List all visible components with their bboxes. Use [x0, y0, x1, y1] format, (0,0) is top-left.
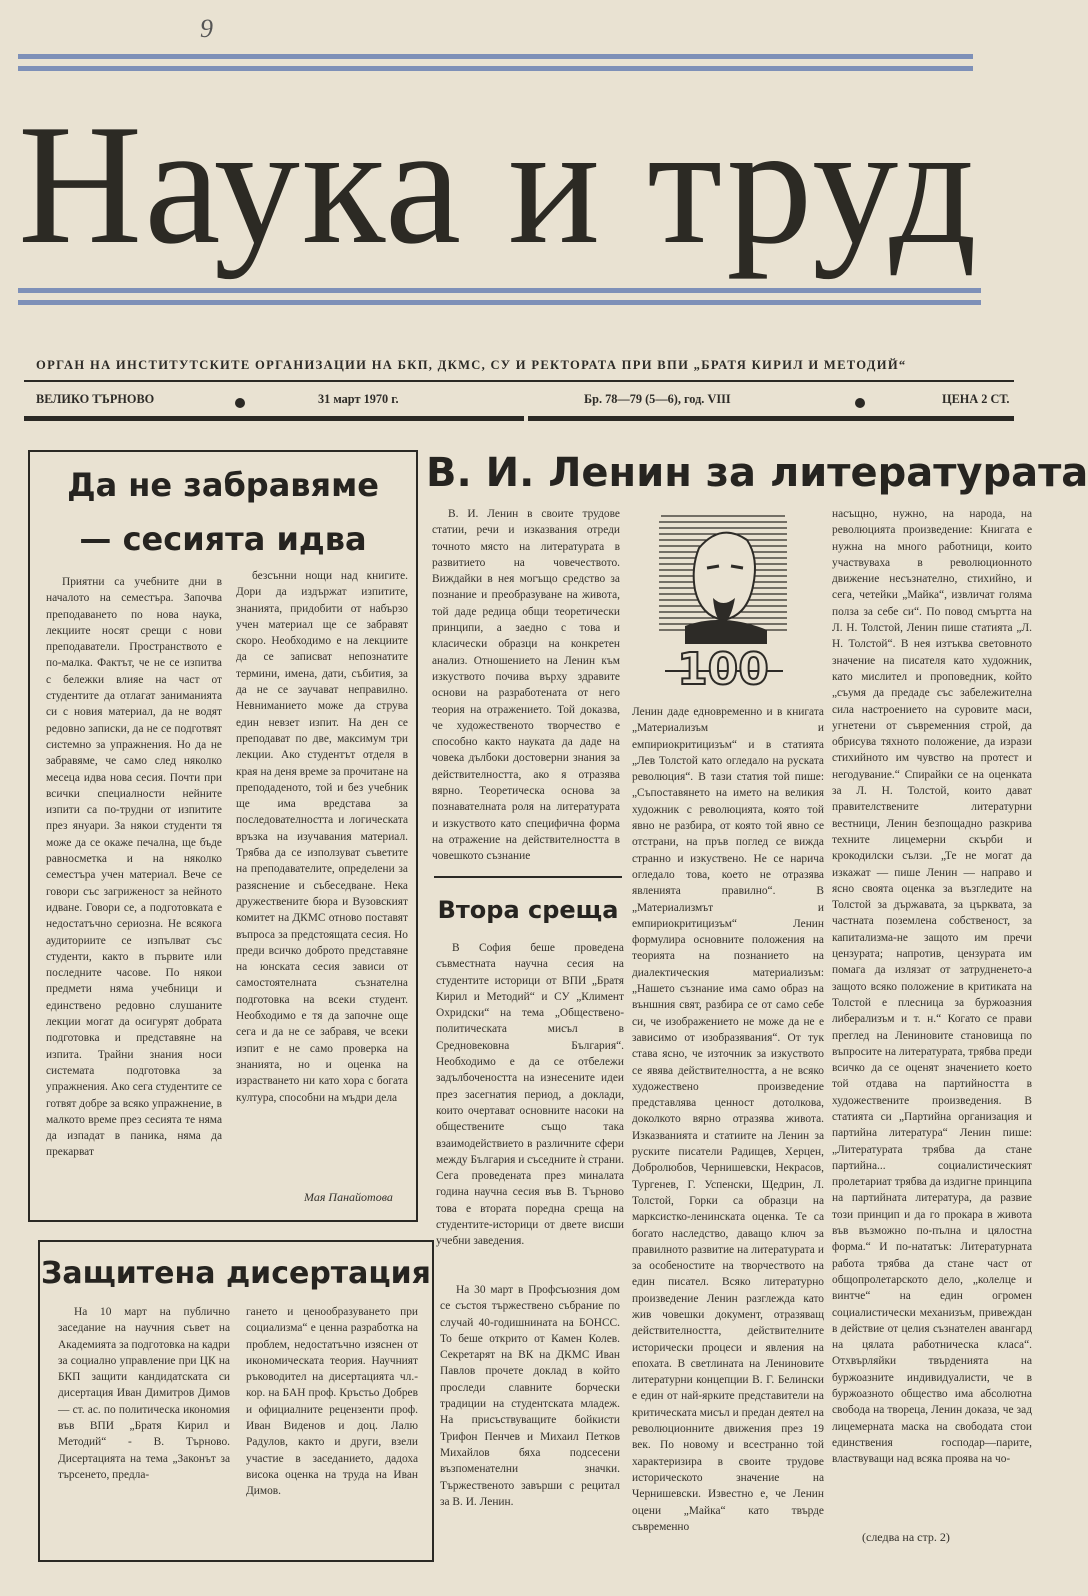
session-article-title-2: — сесията идва: [79, 520, 367, 558]
organ-line: ОРГАН НА ИНСТИТУТСКИТЕ ОРГАНИЗАЦИИ НА БКП, ДКМС, СУ И РЕКТОРАТА ПРИ ВПИ „БРАТЯ КИРИЛ И МЕТОДИЙ“: [36, 358, 907, 372]
dissertation-title: Защитена дисертация: [41, 1256, 431, 1291]
lenin-article-title: В. И. Ленин за литературата: [426, 450, 1088, 496]
bullet-icon: [855, 398, 865, 408]
masthead-stripe: [18, 54, 973, 59]
session-article-column-2: безсънни нощи над книгите. Дори да издържат изпитите, знанията, придобити от набързо учен материал ще се забравят скоро. Необходимо е на лекциите да се записват непознатите термини, имена, дати, събития, за да не се заучават неправилно. Невниманието може да струва един невзет изпит. На ден се преподават по две, максимум три лекции. Ако студентът отделя в края на деня време за прочитане на преподаденото, той и без учебник ще има вредстава за последователността и логическата връзка на изучавания материал. Трябва да се използуват съветите на преподавателите, определени за разяснение и събеседване. Нека дружествените бюра и Вузовският комитет на ДКМС отново поставят въпроса за предстоящата сесия. Но преди всичко доброто представяне на юнската сесия зависи от самостоятелната съзнателна подготовка на всеки студент. Необходимо е тя да започне още сега и да не се забравя, че всеки изпит е не само проверка на знанията, но и оценка на израстването ни като хора с богата култура, способни на мъдри дела: [236, 570, 408, 1104]
masthead-stripe: [18, 66, 973, 71]
second-meeting-body: В София беше проведена съвместната научна сесия на студентите историци от ВПИ „Братя Кирил и Методий“ и СУ „Климент Охридски“ на тема „Обществено-политическата мисъл в Средновековна България“. Необходимо е да се отбележи задълбочеността на изнесените идеи през засегнатия период, а доклади, които очертават основните насоки на обществените също така взаимодействието в различните сфери между България и съседните ѝ страни. Сега проведената през миналата година научна сесия във В. Търново това е втората поредна среща на студентите-историци от двете висши учебни заведения.: [436, 942, 624, 1248]
dissertation-column-2: гането и ценообразуването при социализма“ е ценна разработка на проблем, недостатъчно изяснен от икономическата теория. Научният ръководител на дисертацията чл.-кор. на БАН проф. Кръстьо Добрев и официалните рецензенти проф. Иван Виденов и доц. Лалю Радулов, както и други, взели участие в заседанието, дадоха висока оценка на труда на Иван Димов.: [246, 1306, 418, 1498]
masthead-title: Наука и труд: [18, 90, 979, 280]
second-meeting-rule: [434, 876, 622, 878]
dissertation-column-1: На 10 март на публично заседание на научния съвет на Академията за подготовка на кадри за социално управление при ЦК на БКП защити кандидатската си дисертация Иван Димитров Димов — ст. ас. по политическа икономия във ВПИ „Братя Кирил и Методий“ - В. Търново. Дисертацията на тема „Законът за търсенето, предла-: [58, 1306, 230, 1481]
info-rule-top: [24, 380, 1014, 382]
lenin-portrait: [655, 508, 790, 695]
centenary-badge: 100: [677, 644, 769, 695]
issue-number: Бр. 78—79 (5—6), год. VIII: [584, 392, 731, 406]
page-number: 9: [200, 14, 213, 43]
session-article-signature: Мая Панайотова: [304, 1190, 393, 1204]
issue-date: 31 март 1970 г.: [318, 392, 399, 406]
lenin-article-column-3: насъщно, нужно, на народа, на революцията произведение: Книгата е нужна на много работници, които участвуваха в революционното движение несъзнателно, стихийно, и сега, четейки „Майка“, извличат голяма полза за себе си“. По повод смъртта на Л. Н. Толстой, Ленин пише статията „Л. Н. Толстой“. В нея изтъква световното значение на писателя като художник, като мислител и проповедник, който „съумя да предаде със забележителна сила настроението на суровите маси, угнетени от съвременния строй, да обрисува тяхното положение, да изрази стихийното им чувство на протест и негодувание.“ Спирайки се на оценката за Л. Н. Толстой, които дават правителствените литературни вестници, Ленин безпощадно разкрива техните лицемерни скърби и крокодилски сълзи. „Те не могат да изкажат — пише Ленин — направо и ясно своята оценка за възгледите на Толстой за държавата, за църквата, за частната поземлена собственост, за капитализма-не защото им пречи цензурата; напротив, цензурата им помага да излязат от затрудненето-а защото всяко положение в критиката на Толстой е плесница за буржоазния либерализъм и т. н.“ Когато се прави преглед на Лениновите становища по въпросите на литературата, трябва преди всичко да се оценят значението което той отдава на партийността в художествените произведения. В статията си „Партийна организация и партийна литература“ Ленин пише: „Литературата трябва да стане партийна... социалистическият пролетариат трябва да издигне принципа на партийната литература, да развие този принцип и да го прокара в живота във възможно по-пълна и цялостна форма.“ И по-нататък: Литературната работа трябва да стане част от общопролетарското дело, „колелце и винтче“ на един огромен социалистически механизъм, привеждан в действие от целия съзнателен авангард на цялата работническа класа“. Отхвърляйки твърденията на буржоазните индивидуалисти, че в буржоазното общество има абсолютна свобода на твореца, Ленин доказа, че зад лицемерната маска на свободата стои единствения господар—парите, властвуващи над всяка проява на чо-: [832, 508, 1032, 1466]
info-rule-bottom: [24, 416, 524, 421]
city: ВЕЛИКО ТЪРНОВО: [36, 392, 155, 406]
bullet-icon: [235, 398, 245, 408]
second-meeting-title: Втора среща: [437, 896, 619, 924]
price: ЦЕНА 2 СТ.: [942, 392, 1010, 406]
session-article-title-1: Да не забравяме: [67, 466, 379, 504]
session-article-column-1: Приятни са учебните дни в началото на семестъра. Започва преподаването по нова наука, лекциите носят срещи с нови преподаватели. Пространството е по-малка. Фактът, че не се изпитва с бележки влияе на част от студентите да отлагат заниманията си с новия материал, да не водят редовно записки, да не се подготвят системно за упражнения. Но да не забравяме, че само след няколко месеца идва нова сесия. Почти при всички специалности нейните изпити са по-трудни от изпитите през януари. За някои студенти тя може да се окаже печална, ще бъде равносметка и на няколко семестъра учен материал. Вече се говори със загриженост за нейното идване. Говори се, а подготовката е недостатъчно сериозна. Не всякога аудиториите се изпълват със студенти, както в първите или последните часове. По някои предмети няма учебници и единствено редовно слушаните лекции могат да осигурят добрата подготовка и представяне на изпита. Трайни знания носи системата подготовка за упражнения. Ако сега студентите се готвят добре за всяко упражнение, в малкото време през сесията те няма да изпадат в паника, няма да прекарват: [46, 576, 222, 1159]
masthead-stripe: [18, 300, 981, 305]
masthead-stripe: [18, 288, 981, 293]
continued-note: (следва на стр. 2): [862, 1530, 950, 1544]
lenin-article-column-2: Ленин даде едновременно и в книгата „Материализъм и емпириокритицизъм“ и в статията „Лев Толстой като огледало на руската революция“. В тази статия той пише: „Съпоставянето на името на великия художник с революцията, която той явно не разбира, от която той явно се отстрани, на пръв поглед се вижда странно и изкуствено. Не се нарича огледало това, което не отразява явленията правилно“. В „Материализмът и емпириокритицизъм“ Ленин формулира основните положения на теорията на познанието на диалектическия материализъм: „Нашето съзнание има само образ на външния свят, разбира се от само себе си, че изображението не може да не е зависимо от изобразявания“. От тук става ясно, че източник за изкуството се явява действителността, а не всяко художествено произведение представлява ценност дотолкова, доколкото вярно отразява живота. Изказванията и статиите на Ленин за руските писатели Радищев, Херцен, Добролюбов, Чернишевски, Некрасов, Тургенев, Г. Успенски, Щедрин, Л. Толстой, Горки са образци на марксистко-ленинската оценка. Те са богато наследство, даващо ключ за правилното развитие на литературата и за особеностите на творчеството на един писател. Всяко литературно произведение Ленин разглежда като жив човешки документ, отразяващ действителността, действителните исторически процеси и явления на епохата. В светлината на Лениновите литературни концепции В. Г. Белински е един от най-ярките представители на критическата мисъл и предан деятел на революционните движения през 19 век. По новому и всестранно той характеризира в своите трудове историческото значение на Чернишевски. Известно е, че Ленин оцени „Майка“ като твърде съвременно: [632, 706, 824, 1533]
bonss-anniversary-note: На 30 март в Профсъюзния дом се състоя тържествено събрание по случай 40-годишнината на БОНСС. То беше открито от Камен Колев. Секретарят на ВК на ДКМС Иван Павлов прочете доклад в който проследи славните борчески традиции на студентската младеж. На присъствуващите бойкисти Трифон Пенчев и Михаил Петков Михайлов бяха подсесени възпоменателни значки. Тържественото завърши с рецитал за В. И. Ленин.: [440, 1284, 620, 1508]
lenin-article-column-1: В. И. Ленин в своите трудове статии, речи и изказвания отреди точното място на литературата в развитието на човечеството. Виждайки в нея могъщо средство за познание и преобразуване на живота, той даде редица общи теоретически принципи, а заедно с това и класически образци на конкретен анализ. Отношението на Ленин към изкуството почива върху здравите основи на разработената от него теория на отражението. Той доказва, че художественото творчество е способно както науката да даде на човека дълбоки достоверни знания за действителността, ако я отразява вярно. Теоретическа основа за познавателната роля на литературата и изкуството като специфична форма на отражение на действителността в човешкото съзнание: [432, 508, 620, 863]
info-rule-bottom: [528, 416, 1014, 421]
